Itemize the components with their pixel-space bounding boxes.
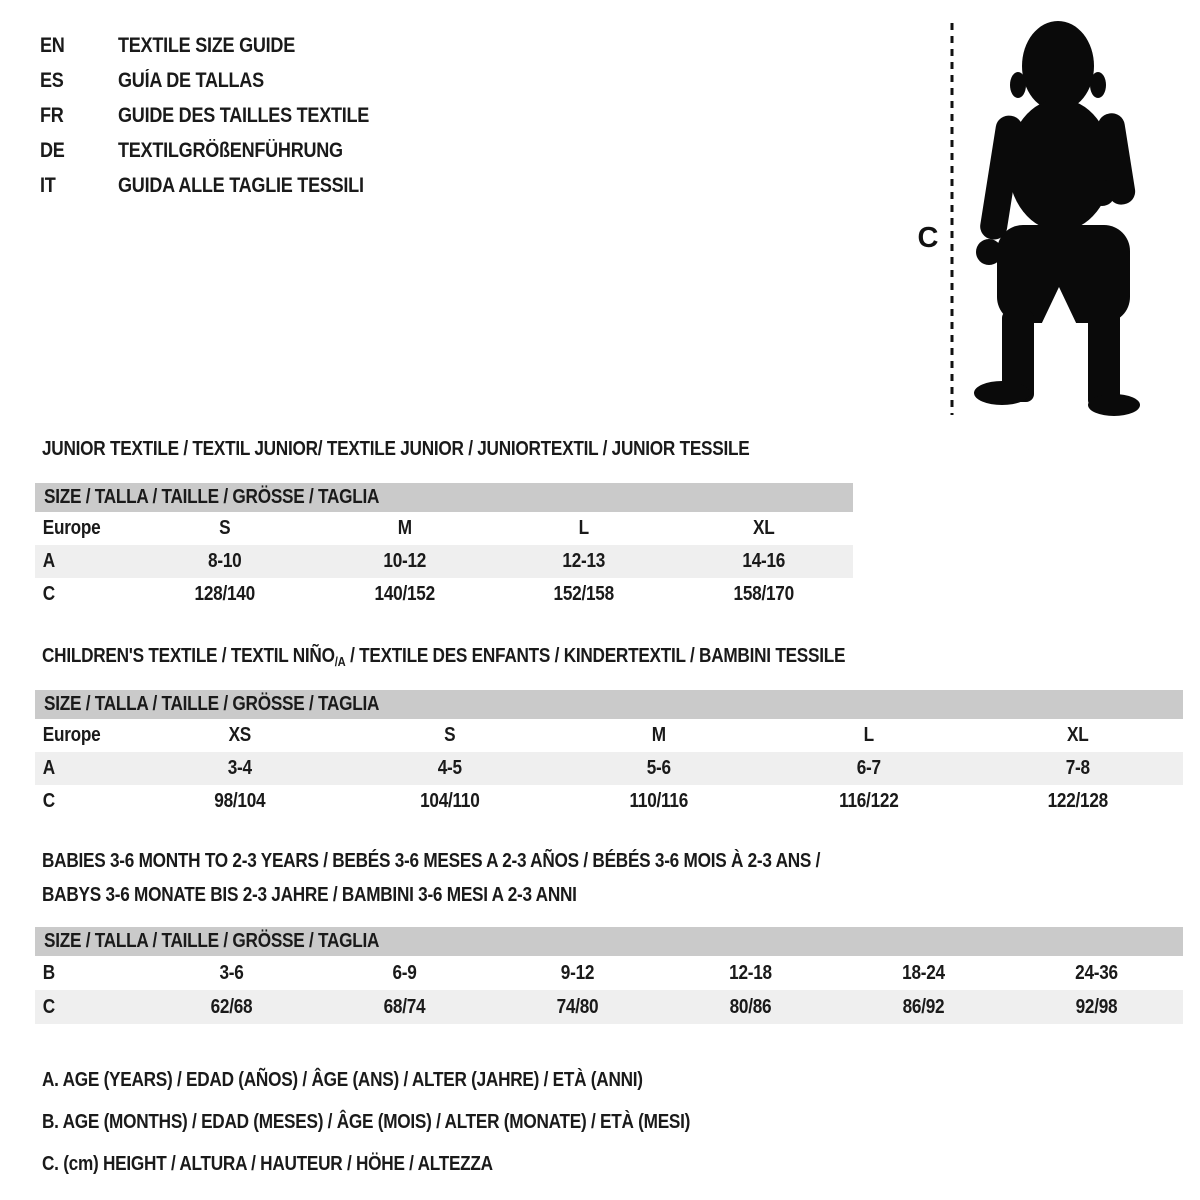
language-title: GUIDE DES TAILLES TEXTILE bbox=[118, 104, 370, 127]
table-cell: 62/68 bbox=[210, 996, 253, 1018]
table-header-bar bbox=[35, 690, 1183, 719]
table-cell: 3-4 bbox=[227, 757, 252, 779]
table-cell: 116/122 bbox=[838, 790, 899, 812]
legend-line-b: B. AGE (MONTHS) / EDAD (MESES) / ÂGE (MOIS) / ALTER (MONATE) / ETÀ (MESI) bbox=[42, 1111, 691, 1133]
toddler-silhouette-icon bbox=[974, 21, 1140, 416]
children-title-subscript: /A bbox=[334, 654, 346, 669]
table-header-bar bbox=[35, 483, 853, 512]
table-cell: 6-9 bbox=[392, 962, 417, 984]
silhouette-left-foot bbox=[974, 381, 1030, 405]
table-cell: 5-6 bbox=[646, 757, 672, 779]
table-cell: XS bbox=[228, 724, 252, 746]
row-label: B bbox=[42, 962, 55, 984]
table-cell: 74/80 bbox=[556, 996, 599, 1018]
language-title: TEXTILGRÖßENFÜHRUNG bbox=[118, 139, 343, 162]
table-cell: 18-24 bbox=[902, 962, 945, 984]
table-cell: 24-36 bbox=[1075, 962, 1118, 984]
language-title: TEXTILE SIZE GUIDE bbox=[118, 34, 295, 57]
legend-line-c: C. (cm) HEIGHT / ALTURA / HAUTEUR / HÖHE / ALTEZZA bbox=[42, 1153, 493, 1175]
table-cell: 86/92 bbox=[902, 996, 945, 1018]
children-title-prefix: CHILDREN'S TEXTILE / TEXTIL NIÑO bbox=[42, 645, 335, 667]
table-cell: 12-18 bbox=[729, 962, 772, 984]
table-cell: 7-8 bbox=[1066, 757, 1091, 779]
table-cell: 14-16 bbox=[741, 550, 785, 572]
row-label: C bbox=[42, 996, 55, 1018]
table-cell: 152/158 bbox=[553, 583, 614, 605]
table-cell: 9-12 bbox=[560, 962, 595, 984]
row-label: A bbox=[42, 757, 55, 779]
silhouette-right-leg bbox=[1088, 310, 1120, 408]
height-figure bbox=[888, 15, 1150, 425]
table-cell: M bbox=[651, 724, 667, 746]
babies-section-title-line1: BABIES 3-6 MONTH TO 2-3 YEARS / BEBÉS 3-6 MESES A 2-3 AÑOS / BÉBÉS 3-6 MOIS À 2-3 ANS / bbox=[42, 850, 821, 872]
language-title: GUIDA ALLE TAGLIE TESSILI bbox=[118, 174, 364, 197]
children-title-suffix: / TEXTILE DES ENFANTS / KINDERTEXTIL / BAMBINI TESSILE bbox=[345, 645, 846, 667]
row-label: C bbox=[42, 583, 55, 605]
table-cell: L bbox=[863, 724, 874, 746]
table-row bbox=[35, 956, 1183, 990]
language-code: IT bbox=[40, 174, 56, 197]
language-code: EN bbox=[40, 34, 65, 57]
table-cell: 158/170 bbox=[733, 583, 794, 605]
table-cell: 80/86 bbox=[729, 996, 772, 1018]
table-cell: L bbox=[578, 517, 589, 539]
language-title: GUÍA DE TALLAS bbox=[118, 69, 264, 92]
row-label: Europe bbox=[42, 724, 101, 746]
legend bbox=[42, 1069, 796, 1195]
height-label-c: C bbox=[917, 222, 939, 254]
children-section-title bbox=[42, 644, 845, 668]
table-row bbox=[35, 990, 1183, 1024]
table-row bbox=[35, 719, 1183, 752]
table-row bbox=[35, 785, 1183, 818]
row-label: Europe bbox=[42, 517, 101, 539]
table-cell: 10-12 bbox=[382, 550, 426, 572]
table-row bbox=[35, 578, 853, 611]
silhouette-right-foot bbox=[1088, 394, 1140, 416]
table-cell: 92/98 bbox=[1075, 996, 1118, 1018]
language-code: FR bbox=[40, 104, 64, 127]
silhouette-torso bbox=[1008, 99, 1112, 231]
table-cell: S bbox=[219, 517, 231, 539]
table-row bbox=[35, 512, 853, 545]
table-cell: 128/140 bbox=[194, 583, 255, 605]
silhouette-right-hand bbox=[1089, 180, 1115, 206]
table-row bbox=[35, 545, 853, 578]
junior-section-title: JUNIOR TEXTILE / TEXTIL JUNIOR/ TEXTILE JUNIOR / JUNIORTEXTIL / JUNIOR TESSILE bbox=[42, 438, 750, 460]
children-size-table bbox=[35, 690, 1183, 818]
table-cell: M bbox=[397, 517, 412, 539]
silhouette-left-hand bbox=[976, 239, 1002, 265]
table-cell: 140/152 bbox=[374, 583, 435, 605]
table-header-label: SIZE / TALLA / TAILLE / GRÖSSE / TAGLIA bbox=[44, 486, 380, 508]
table-cell: 110/116 bbox=[629, 790, 689, 812]
junior-size-table bbox=[35, 483, 853, 611]
babies-size-table bbox=[35, 927, 1183, 1024]
table-header-bar bbox=[35, 927, 1183, 956]
language-code: ES bbox=[40, 69, 64, 92]
table-header-label: SIZE / TALLA / TAILLE / GRÖSSE / TAGLIA bbox=[44, 930, 380, 952]
row-label: C bbox=[42, 790, 55, 812]
table-cell: 68/74 bbox=[383, 996, 426, 1018]
table-cell: XL bbox=[1067, 724, 1089, 746]
table-cell: 12-13 bbox=[562, 550, 606, 572]
table-row bbox=[35, 752, 1183, 785]
table-cell: S bbox=[443, 724, 455, 746]
table-cell: 3-6 bbox=[219, 962, 244, 984]
table-cell: XL bbox=[752, 517, 774, 539]
table-header-label: SIZE / TALLA / TAILLE / GRÖSSE / TAGLIA bbox=[44, 693, 380, 715]
table-cell: 4-5 bbox=[437, 757, 462, 779]
table-cell: 6-7 bbox=[856, 757, 881, 779]
table-cell: 98/104 bbox=[214, 790, 266, 812]
table-cell: 122/128 bbox=[1047, 790, 1109, 812]
legend-line-a: A. AGE (YEARS) / EDAD (AÑOS) / ÂGE (ANS) / ALTER (JAHRE) / ETÀ (ANNI) bbox=[42, 1069, 643, 1091]
table-cell: 8-10 bbox=[208, 550, 242, 572]
row-label: A bbox=[42, 550, 55, 572]
table-cell: 104/110 bbox=[419, 790, 480, 812]
language-code: DE bbox=[40, 139, 65, 162]
babies-section-title-line2: BABYS 3-6 MONATE BIS 2-3 JAHRE / BAMBINI 3-6 MESI A 2-3 ANNI bbox=[42, 884, 577, 906]
